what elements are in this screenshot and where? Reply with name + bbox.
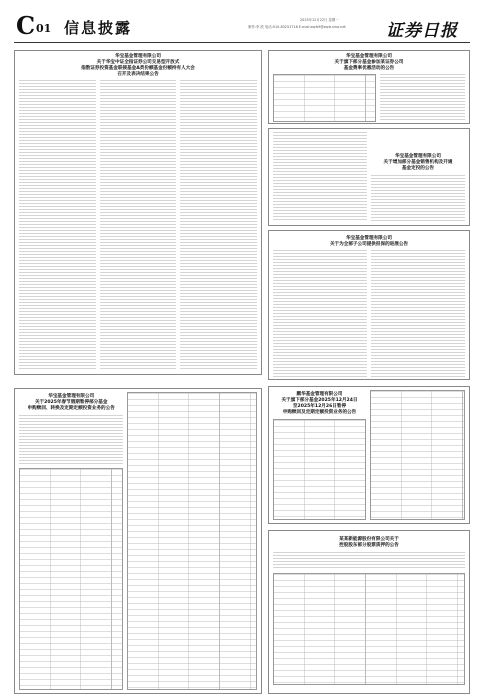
notice-table — [273, 573, 465, 685]
notice-panel-1 — [14, 50, 262, 375]
notice-title-line: 华宝基金管理有限公司 — [346, 54, 392, 59]
notice-title — [269, 537, 469, 549]
notice-title — [15, 54, 261, 78]
notice-title — [19, 394, 123, 412]
notice-title-line: 基金费率优惠活动的公告 — [343, 66, 395, 71]
notice-title-line: 关于2025年春节假期暂停部分基金 — [34, 400, 108, 405]
notice-body — [273, 250, 465, 380]
section-title: 信息披露 — [64, 19, 133, 37]
notice-title-line: 华宝基金管理有限公司 — [346, 236, 392, 241]
notice-title-line: 至2025年12月26日暂停 — [292, 404, 347, 409]
notice-table — [127, 392, 257, 690]
notice-title-line: 关于华宝中证全指证券公司交易型开放式 — [96, 60, 180, 65]
notice-title-line: 关于为全部子公司提供担保的进展公告 — [329, 242, 409, 247]
notice-title-line: 华宝基金管理有限公司 — [395, 154, 441, 159]
notice-title-line: 关于增加部分基金销售机构及开通 — [383, 160, 453, 165]
notice-title-line: 控股股东部分股票质押的公告 — [339, 543, 399, 548]
notice-title — [371, 154, 465, 172]
notice-body — [19, 80, 257, 370]
contact-line: 制作:李 波 电话:010-83251716 E-mail:zqrb9@zqrb.sina.net — [248, 25, 346, 29]
section-letter: C — [16, 11, 36, 40]
notice-table — [370, 390, 465, 520]
notice-title — [269, 54, 469, 72]
date-line: 2025年12月22日 星期一 — [300, 18, 339, 22]
notice-title-line: 关于旗下部分基金2025年12月24日 — [281, 398, 358, 403]
notice-title-line: 华宝基金管理有限公司 — [48, 394, 95, 399]
notice-title-line: 华宝基金管理有限公司 — [115, 54, 161, 59]
notice-title-line: 召开及表决结果公告 — [117, 72, 159, 77]
notice-panel-4 — [268, 230, 470, 380]
notice-title-line: 基金定投的公告 — [401, 166, 435, 171]
notice-title-line: 鹏华基金管理有限公司 — [296, 392, 343, 397]
notice-title-line: 申购赎回、转换及定期定额投资业务的公告 — [27, 406, 115, 411]
notice-panel-3 — [268, 128, 470, 226]
notice-title — [273, 392, 366, 416]
notice-panel-5 — [268, 386, 470, 524]
section-number: 01 — [36, 22, 52, 35]
notice-table — [273, 419, 366, 520]
masthead — [0, 0, 484, 44]
notice-title-line: 关于旗下部分基金参加某证券公司 — [334, 60, 404, 65]
notice-title-line: 申购赎回及定期定额投资业务的公告 — [282, 410, 357, 415]
masthead-rule — [14, 42, 470, 43]
notice-title — [269, 236, 469, 248]
notice-panel-6 — [14, 388, 262, 694]
notice-table — [273, 74, 376, 122]
notice-title-line: 某某新能源股份有限公司关于 — [339, 537, 399, 542]
notice-table — [19, 468, 123, 690]
notice-panel-7 — [268, 530, 470, 694]
notice-title-line: 指数证券投资基金联接基金A类份额基金份额持有人大会 — [81, 66, 195, 71]
newspaper-logo: 证券日报 — [386, 21, 458, 41]
notice-panel-2 — [268, 50, 470, 124]
